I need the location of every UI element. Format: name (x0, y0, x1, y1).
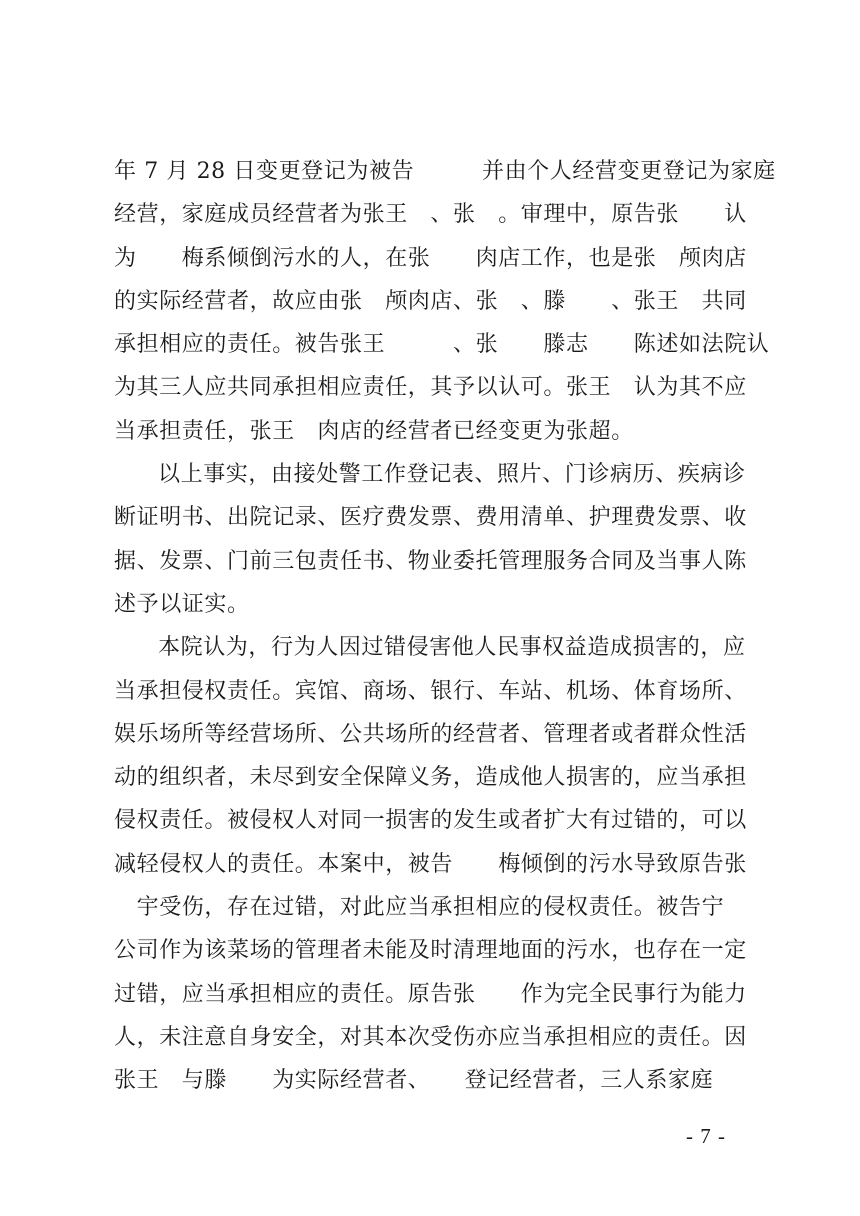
text-line: 为 梅系倾倒污水的人，在张 肉店工作，也是张 颅肉店 (114, 245, 747, 271)
text-line: 据、发票、门前三包责任书、物业委托管理服务合同及当事人陈 (114, 548, 747, 574)
text-line: 述予以证实。 (114, 591, 250, 617)
text-line: 娱乐场所等经营场所、公共场所的经营者、管理者或者群众性活 (114, 721, 747, 747)
text-line: 张王 与滕 为实际经营者、 登记经营者，三人系家庭 (114, 1068, 714, 1094)
text-line: 当承担侵权责任。宾馆、商场、银行、车站、机场、体育场所、 (114, 678, 747, 704)
text-line: 宇受伤，存在过错，对此应当承担相应的侵权责任。被告宁 (114, 895, 747, 921)
body-text (114, 150, 776, 1103)
text-line: 人，未注意自身安全，对其本次受伤亦应当承担相应的责任。因 (114, 1024, 747, 1050)
text-line: 承担相应的责任。被告张王 、张 滕志 陈述如法院认 (114, 332, 770, 358)
paragraph-first-line: 本院认为，行为人因过错侵害他人民事权益造成损害的，应 (158, 635, 746, 661)
text-line: 经营，家庭成员经营者为张王 、张 。审理中，原告张 认 (114, 202, 747, 228)
text-line: 过错，应当承担相应的责任。原告张 作为完全民事行为能力 (114, 981, 747, 1007)
text-line: 动的组织者，未尽到安全保障义务，造成他人损害的，应当承担 (114, 765, 747, 791)
text-line: 减轻侵权人的责任。本案中，被告 梅倾倒的污水导致原告张 (114, 851, 747, 877)
text-line: 当承担责任，张王 肉店的经营者已经变更为张超。 (114, 418, 634, 444)
text-line: 断证明书、出院记录、医疗费发票、费用清单、护理费发票、收 (114, 505, 747, 531)
text-line: 公司作为该菜场的管理者未能及时清理地面的污水，也存在一定 (114, 938, 747, 964)
page-number: - 7 - (686, 1124, 726, 1148)
text-line: 的实际经营者，故应由张 颅肉店、张 、滕 、张王 共同 (114, 288, 747, 314)
text-line: 年 7 月 28 日变更登记为被告 并由个人经营变更登记为家庭 (114, 159, 776, 184)
text-line: 为其三人应共同承担相应责任，其予以认可。张王 认为其不应 (114, 375, 747, 401)
text-line: 侵权责任。被侵权人对同一损害的发生或者扩大有过错的，可以 (114, 808, 747, 834)
paragraph-first-line: 以上事实，由接处警工作登记表、照片、门诊病历、疾病诊 (158, 462, 746, 488)
